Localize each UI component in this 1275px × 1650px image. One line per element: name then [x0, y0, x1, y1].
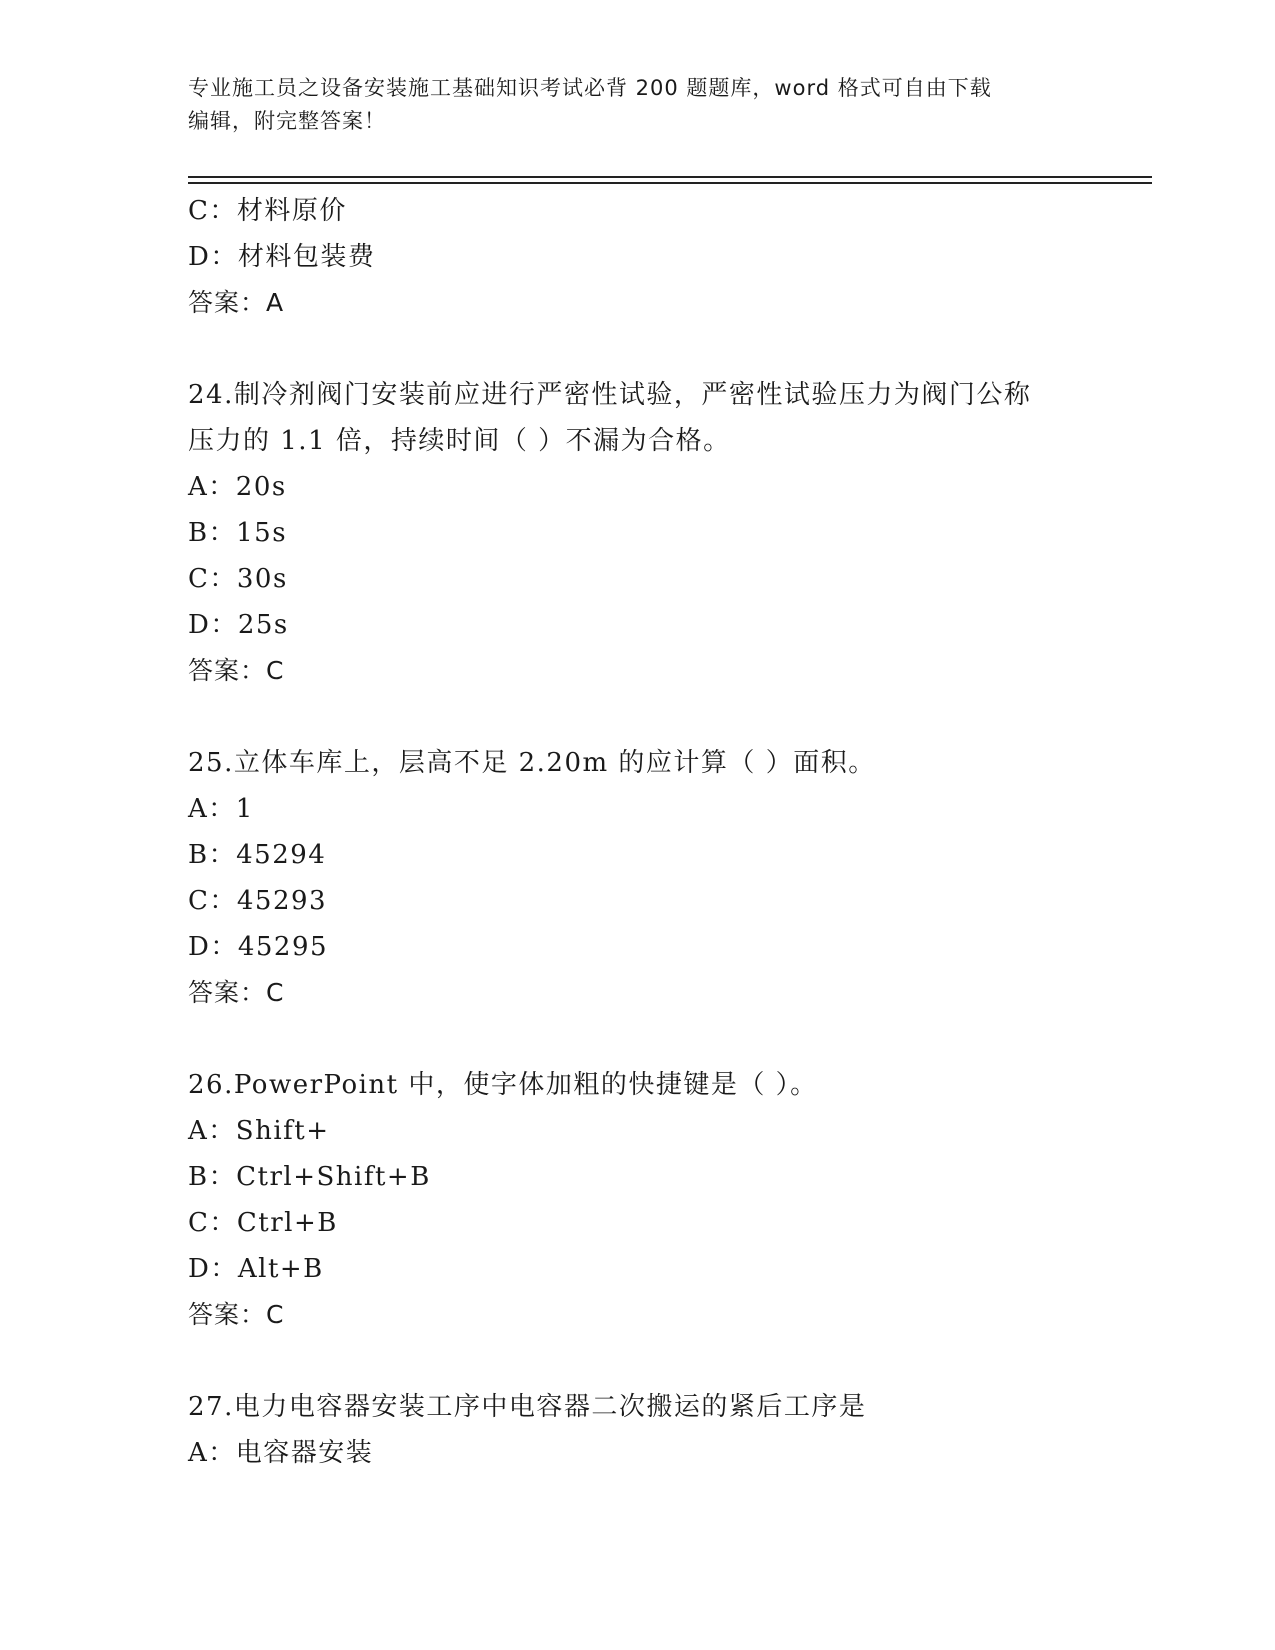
- option-c: C：45293: [188, 886, 328, 916]
- option-d: D：Alt+B: [188, 1254, 324, 1284]
- option-b: B：15s: [188, 518, 288, 548]
- option-b: B：Ctrl+Shift+B: [188, 1162, 431, 1192]
- spacer: [188, 1338, 1088, 1384]
- page-header: [188, 72, 1068, 138]
- spacer: [188, 694, 1088, 740]
- question-25: [188, 740, 1088, 1016]
- option-d: D：45295: [188, 932, 329, 962]
- header-line-2: 编辑，附完整答案！: [188, 109, 386, 133]
- header-divider-bottom: [188, 182, 1152, 184]
- option-c: C：Ctrl+B: [188, 1208, 338, 1238]
- option-a: A：1: [188, 794, 254, 824]
- option-c: C：30s: [188, 564, 288, 594]
- option-c: C：材料原价: [188, 196, 347, 226]
- header-line-1: 专业施工员之设备安装施工基础知识考试必背 200 题题库，word 格式可自由下载: [188, 76, 992, 100]
- carryover-block: [188, 188, 1088, 326]
- question-stem: 26.PowerPoint 中，使字体加粗的快捷键是（ ）。: [188, 1070, 818, 1100]
- option-b: B：45294: [188, 840, 327, 870]
- option-a: A：Shift+: [188, 1116, 330, 1146]
- header-divider-top: [188, 176, 1152, 178]
- spacer: [188, 1016, 1088, 1062]
- question-26: [188, 1062, 1088, 1338]
- answer-label: 答案：A: [188, 288, 285, 317]
- option-d: D：材料包装费: [188, 242, 376, 272]
- question-24: [188, 372, 1088, 694]
- question-stem: 24.制冷剂阀门安装前应进行严密性试验，严密性试验压力为阀门公称: [188, 380, 1032, 410]
- option-a: A：电容器安装: [188, 1438, 374, 1468]
- spacer: [188, 326, 1088, 372]
- question-stem: 压力的 1.1 倍，持续时间（ ）不漏为合格。: [188, 426, 731, 456]
- answer-label: 答案：C: [188, 1300, 285, 1329]
- question-stem: 27.电力电容器安装工序中电容器二次搬运的紧后工序是: [188, 1392, 867, 1422]
- question-27: [188, 1384, 1088, 1476]
- question-stem: 25.立体车库上，层高不足 2.20m 的应计算（ ）面积。: [188, 748, 876, 778]
- answer-label: 答案：C: [188, 656, 285, 685]
- question-list: [188, 188, 1088, 1476]
- option-a: A：20s: [188, 472, 287, 502]
- option-d: D：25s: [188, 610, 289, 640]
- answer-label: 答案：C: [188, 978, 285, 1007]
